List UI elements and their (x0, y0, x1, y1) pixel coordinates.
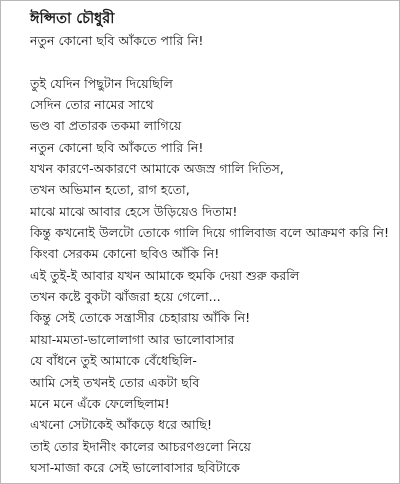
poem-lines (30, 30, 392, 478)
poem-page (30, 10, 392, 478)
poem-line: মাঝে মাঝে আবার হেসে উড়িয়েও দিতাম! (30, 203, 238, 219)
poem-line: কিংবা সেরকম কোনো ছবিও আঁকি নি! (30, 246, 220, 262)
poem-line-blank (30, 51, 392, 72)
poem-line: আমি সেই তখনই তোর একটা ছবি (30, 374, 200, 390)
poem-line: সেদিন তোর নামের সাথে (30, 97, 154, 113)
poem-line: নতুন কোনো ছবি আঁকতে পারি নি! (30, 139, 204, 155)
poem-line: মায়া-মমতা-ভালোলাগা আর ভালোবাসার (30, 331, 235, 347)
poem-line: তুই যেদিন পিছুটান দিয়েছিলি (30, 75, 173, 91)
poem-line: তখন অভিমান হতো, রাগ হতো, (30, 182, 190, 198)
poem-line: এখনো সেটাকেই আঁকড়ে ধরে আছি! (30, 417, 213, 433)
poem-line: যখন কারণে-অকারণে আমাকে অজস্র গালি দিতিস, (30, 161, 284, 177)
poem-line: ঘসা-মাজা করে সেই ভালোবাসার ছবিটাকে (30, 459, 240, 475)
poem-line: নতুন কোনো ছবি আঁকতে পারি নি! (30, 33, 204, 48)
poem-line: মনে মনে এঁকে ফেলেছিলাম! (30, 395, 170, 411)
poem-line: এই তুই-ই আবার যখন আমাকে হুমকি দেয়া শুরু করলি (30, 267, 300, 283)
poem-line: ভণ্ড বা প্রতারক তকমা লাগিয়ে (30, 118, 182, 134)
poem-line: কিন্তু সেই তোকে সন্ত্রাসীর চেহারায় আঁকি নি! (30, 310, 251, 326)
poem-line: তাই তোর ইদানীং কালের আচরণগুলো নিয়ে (30, 438, 251, 454)
poem-line: কিন্তু কখনোই উলটো তোকে গালি দিয়ে গালিবাজ বলে আক্রমণ করি নি! (30, 225, 390, 241)
author-name: ঈপ্সিতা চৌধুরী (30, 11, 115, 27)
poem-line: যে বাঁধনে তুই আমাকে বেঁধেছিলি- (30, 353, 197, 369)
poem-line: তখন কষ্টে বুকটা ঝাঁজরা হয়ে গেলো... (30, 289, 221, 305)
